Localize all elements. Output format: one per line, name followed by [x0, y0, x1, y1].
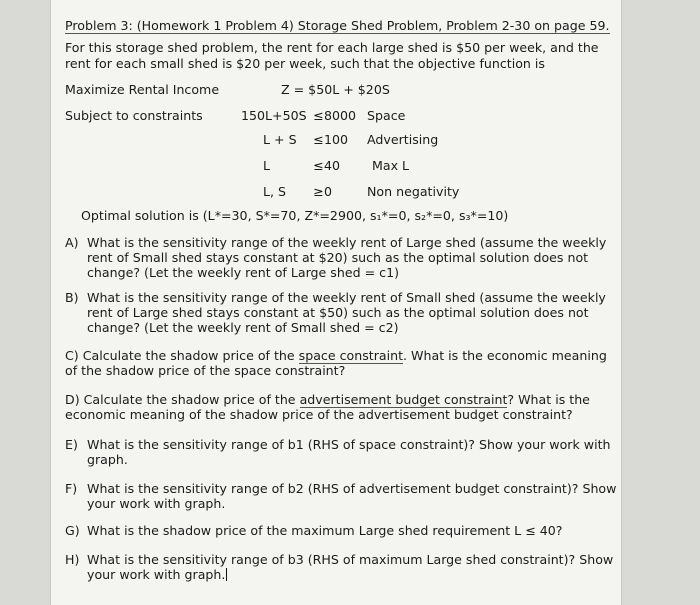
advertisement-constraint-link: advertisement budget constraint	[299, 392, 508, 407]
objective-expression: Z = $50L + $20S	[281, 82, 390, 97]
question-e-line: graph.	[87, 452, 128, 467]
question-d-text: Calculate the shadow price of the	[83, 392, 300, 407]
question-c-line: of the shadow price of the space constraint?	[65, 363, 346, 378]
question-letter: D)	[65, 392, 80, 407]
question-f-line: What is the sensitivity range of b2 (RHS of advertisement budget constraint)? Show	[87, 481, 617, 496]
question-h-line-last	[87, 567, 227, 582]
constraint-name: Space	[367, 108, 406, 123]
question-a-line: change? (Let the weekly rent of Large shed = c1)	[87, 265, 399, 280]
question-a-line: rent of Small shed stays constant at $20) such as the optimal solution does not	[87, 250, 589, 265]
constraint-name: Max L	[372, 158, 410, 173]
question-b-line: change? (Let the weekly rent of Small shed = c2)	[87, 320, 399, 335]
constraint-name: Advertising	[367, 132, 439, 147]
question-f-line: your work with graph.	[87, 496, 226, 511]
question-c-text: Calculate the shadow price of the	[82, 348, 299, 363]
question-d-line	[65, 392, 590, 407]
constraint-lhs: L, S	[263, 184, 287, 199]
optimal-solution: Optimal solution is (L*=30, S*=70, Z*=2900, s₁*=0, s₂*=0, s₃*=10)	[81, 208, 509, 223]
constraint-lhs: L + S	[263, 132, 297, 147]
constraint-rhs: 40	[324, 158, 341, 173]
question-a-line: What is the sensitivity range of the weekly rent of Large shed (assume the weekly	[87, 235, 607, 250]
constraint-op: ≤	[313, 158, 324, 173]
question-c-text: . What is the economic meaning	[403, 348, 607, 363]
constraint-rhs: 8000	[324, 108, 357, 123]
intro-line-1: For this storage shed problem, the rent for each large shed is $50 per week, and the	[65, 40, 599, 55]
question-letter: B)	[65, 290, 79, 305]
question-letter: E)	[65, 437, 78, 452]
constraints-label: Subject to constraints	[65, 108, 203, 123]
question-c-line	[65, 348, 607, 363]
question-letter: A)	[65, 235, 79, 250]
question-letter: H)	[65, 552, 80, 567]
intro-line-2: rent for each small shed is $20 per week, such that the objective function is	[65, 56, 545, 71]
constraint-name: Non negativity	[367, 184, 460, 199]
question-h-line: What is the sensitivity range of b3 (RHS of maximum Large shed constraint)? Show	[87, 552, 614, 567]
question-g-line: What is the shadow price of the maximum Large shed requirement L ≤ 40?	[87, 523, 563, 538]
constraint-op: ≤	[313, 132, 324, 147]
constraint-lhs: L	[263, 158, 271, 173]
objective-label: Maximize Rental Income	[65, 82, 220, 97]
problem-title: Problem 3: (Homework 1 Problem 4) Storage Shed Problem, Problem 2-30 on page 59.	[65, 18, 610, 33]
question-letter: G)	[65, 523, 80, 538]
question-letter: F)	[65, 481, 78, 496]
space-constraint-link: space constraint	[298, 348, 404, 363]
constraint-lhs: 150L+50S	[241, 108, 307, 123]
question-e-line: What is the sensitivity range of b1 (RHS of space constraint)? Show your work with	[87, 437, 611, 452]
question-d-line: economic meaning of the shadow price of the advertisement budget constraint?	[65, 407, 573, 422]
document-page	[50, 0, 622, 605]
question-d-text: ? What is the	[507, 392, 590, 407]
question-b-line: What is the sensitivity range of the weekly rent of Small shed (assume the weekly	[87, 290, 606, 305]
question-letter: C)	[65, 348, 79, 363]
constraint-rhs: 0	[324, 184, 333, 199]
constraint-rhs: 100	[324, 132, 349, 147]
constraint-op: ≤	[313, 108, 324, 123]
constraint-op: ≥	[313, 184, 324, 199]
text-cursor	[226, 568, 227, 581]
question-h-text: your work with graph.	[87, 567, 226, 582]
question-b-line: rent of Large shed stays constant at $50) such as the optimal solution does not	[87, 305, 589, 320]
